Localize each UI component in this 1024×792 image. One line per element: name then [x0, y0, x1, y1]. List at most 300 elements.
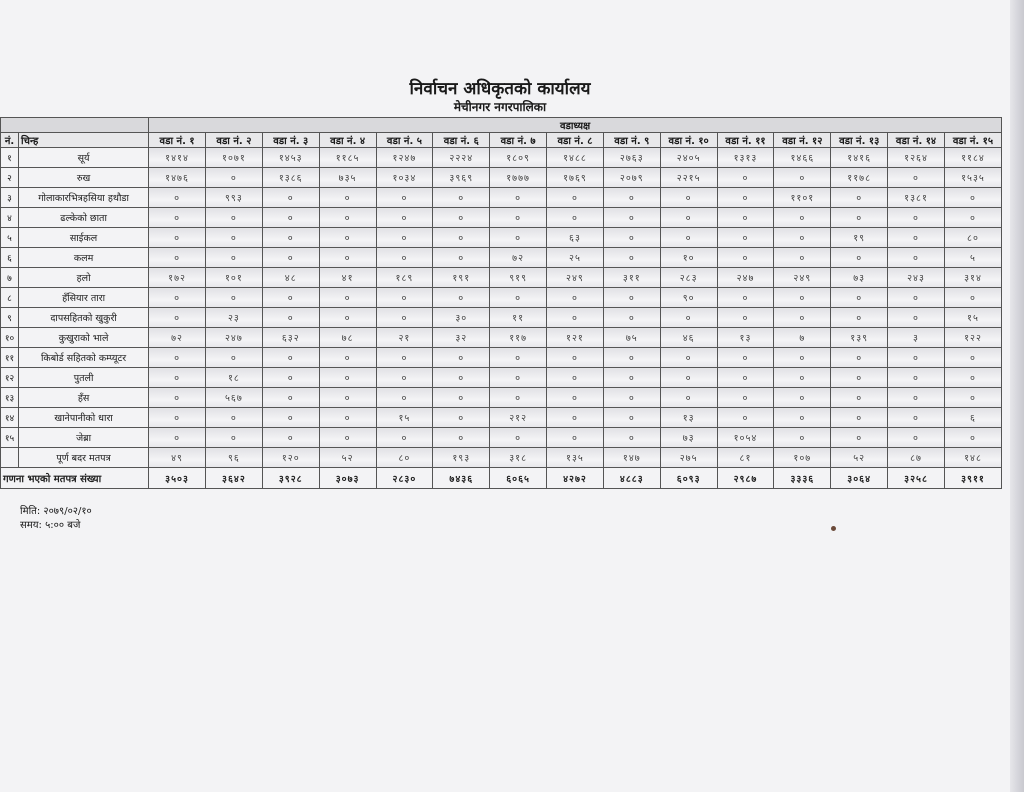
ward-header: वडा नं. १०	[660, 133, 717, 148]
symbol-header: चिन्ह	[19, 133, 149, 148]
vote-cell: ०	[376, 248, 433, 268]
vote-cell: ६३	[547, 228, 604, 248]
symbol-name: पुतली	[19, 368, 149, 388]
ward-header: वडा नं. २	[205, 133, 262, 148]
vote-cell: ०	[490, 208, 547, 228]
vote-cell: ४८	[262, 268, 319, 288]
vote-cell: ०	[660, 188, 717, 208]
vote-cell: ०	[433, 348, 490, 368]
symbol-name: खानेपानीको धारा	[19, 408, 149, 428]
vote-cell: ०	[944, 388, 1001, 408]
vote-cell: १३८६	[262, 168, 319, 188]
table-row	[1, 308, 1002, 328]
row-number: १	[1, 148, 19, 168]
total-cell: ३६४२	[205, 468, 262, 489]
vote-cell: ७२	[149, 328, 206, 348]
symbol-name: पूर्ण बदर मतपत्र	[19, 448, 149, 468]
vote-cell: ०	[888, 368, 945, 388]
ward-header: वडा नं. १२	[774, 133, 831, 148]
table-row	[1, 248, 1002, 268]
total-cell: ३५०३	[149, 468, 206, 489]
vote-cell: ०	[149, 408, 206, 428]
vote-cell: ०	[376, 188, 433, 208]
vote-cell: ०	[717, 228, 774, 248]
vote-cell: ०	[888, 428, 945, 448]
ward-header: वडा नं. ११	[717, 133, 774, 148]
vote-cell: ११८४	[944, 148, 1001, 168]
vote-cell: ०	[547, 308, 604, 328]
row-number: ६	[1, 248, 19, 268]
vote-cell: ०	[205, 428, 262, 448]
vote-cell: १२१	[547, 328, 604, 348]
vote-cell: ०	[490, 388, 547, 408]
vote-cell: ०	[376, 348, 433, 368]
table-row	[1, 428, 1002, 448]
vote-cell: २८३	[660, 268, 717, 288]
vote-cell: १५३५	[944, 168, 1001, 188]
vote-cell: ०	[888, 248, 945, 268]
vote-cell: ०	[433, 208, 490, 228]
vote-cell: १३१३	[717, 148, 774, 168]
footer-date: मिति: २०७९/०२/१०	[20, 506, 92, 517]
vote-cell: ०	[888, 408, 945, 428]
vote-cell: ०	[262, 288, 319, 308]
symbol-name: हलो	[19, 268, 149, 288]
symbol-name: गोलाकारभित्रहसिया हथौडा	[19, 188, 149, 208]
vote-cell: २१२	[490, 408, 547, 428]
vote-cell: १०१	[205, 268, 262, 288]
municipality-subtitle: मेचीनगर नगरपालिका	[453, 100, 547, 114]
symbol-name: हँसियार तारा	[19, 288, 149, 308]
vote-cell: ९१९	[490, 268, 547, 288]
vote-cell: ०	[717, 388, 774, 408]
table-row	[1, 328, 1002, 348]
vote-cell: ११७	[490, 328, 547, 348]
row-number: १०	[1, 328, 19, 348]
vote-cell: ०	[149, 308, 206, 328]
vote-cell: २४७	[205, 328, 262, 348]
vote-cell: ०	[490, 188, 547, 208]
vote-cell: ८०	[944, 228, 1001, 248]
vote-cell: ०	[774, 428, 831, 448]
vote-cell: ०	[319, 348, 376, 368]
total-cell: २८३०	[376, 468, 433, 489]
vote-cell: ०	[831, 408, 888, 428]
vote-cell: ०	[149, 228, 206, 248]
vote-cell: ०	[944, 368, 1001, 388]
ward-header: वडा नं. ५	[376, 133, 433, 148]
vote-cell: ९०	[660, 288, 717, 308]
total-cell: ३२५८	[888, 468, 945, 489]
vote-cell: ०	[717, 308, 774, 328]
vote-cell: ५२	[319, 448, 376, 468]
vote-cell: १८	[205, 368, 262, 388]
row-number: १२	[1, 368, 19, 388]
vote-cell: ०	[831, 288, 888, 308]
vote-cell: २४०५	[660, 148, 717, 168]
vote-cell: ०	[376, 208, 433, 228]
symbol-name: कुखुराको भाले	[19, 328, 149, 348]
vote-cell: ०	[433, 228, 490, 248]
vote-cell: ०	[717, 408, 774, 428]
vote-cell: ०	[831, 248, 888, 268]
ward-header: वडा नं. ४	[319, 133, 376, 148]
ward-header: वडा नं. १५	[944, 133, 1001, 148]
footer-time: समय: ५:०० बजे	[20, 520, 81, 531]
vote-cell: ०	[603, 428, 660, 448]
position-header: वडाध्यक्ष	[149, 118, 1002, 133]
vote-cell: १४७	[603, 448, 660, 468]
table-row	[1, 148, 1002, 168]
table-row	[1, 448, 1002, 468]
total-cell: ३३३६	[774, 468, 831, 489]
vote-cell: १५	[944, 308, 1001, 328]
header-spacer	[1, 118, 149, 133]
vote-cell: ०	[376, 308, 433, 328]
vote-cell: ०	[547, 368, 604, 388]
vote-cell: ०	[205, 248, 262, 268]
row-number: २	[1, 168, 19, 188]
vote-cell: ०	[490, 288, 547, 308]
vote-cell: ६	[944, 408, 1001, 428]
vote-cell: २५	[547, 248, 604, 268]
row-number: ९	[1, 308, 19, 328]
vote-cell: ०	[262, 188, 319, 208]
vote-cell: ०	[603, 228, 660, 248]
vote-cell: ०	[717, 248, 774, 268]
vote-cell: ४६	[660, 328, 717, 348]
vote-cell: १२६४	[888, 148, 945, 168]
vote-cell: ०	[774, 348, 831, 368]
vote-cell: ५	[944, 248, 1001, 268]
vote-cell: ०	[774, 308, 831, 328]
vote-cell: ७३५	[319, 168, 376, 188]
vote-cell: १४१६	[831, 148, 888, 168]
vote-cell: ०	[547, 348, 604, 368]
vote-cell: ०	[433, 408, 490, 428]
table-row	[1, 168, 1002, 188]
symbol-name: हँस	[19, 388, 149, 408]
vote-cell: ११८५	[319, 148, 376, 168]
vote-cell: १३८१	[888, 188, 945, 208]
vote-cell: ०	[660, 368, 717, 388]
vote-cell: ४१	[319, 268, 376, 288]
vote-cell: ३२	[433, 328, 490, 348]
symbol-name: साईकल	[19, 228, 149, 248]
vote-cell: ०	[603, 408, 660, 428]
vote-cell: ०	[944, 208, 1001, 228]
row-number: १४	[1, 408, 19, 428]
vote-cell: ०	[319, 308, 376, 328]
total-cell: ७४३६	[433, 468, 490, 489]
office-title: निर्वाचन अधिकृतको कार्यालय	[409, 79, 591, 99]
vote-cell: ०	[547, 288, 604, 308]
symbol-name: जेब्रा	[19, 428, 149, 448]
ward-header: वडा नं. ७	[490, 133, 547, 148]
vote-cell: ७८	[319, 328, 376, 348]
symbol-name: सूर्य	[19, 148, 149, 168]
ward-header: वडा नं. ८	[547, 133, 604, 148]
sn-header: नं.	[1, 133, 19, 148]
vote-cell: २२१५	[660, 168, 717, 188]
vote-cell: ०	[262, 428, 319, 448]
vote-cell: ०	[433, 248, 490, 268]
table-row	[1, 348, 1002, 368]
vote-cell: ०	[262, 248, 319, 268]
vote-cell: ०	[376, 388, 433, 408]
vote-cell: २४७	[717, 268, 774, 288]
vote-cell: ९६	[205, 448, 262, 468]
vote-cell: ०	[660, 308, 717, 328]
vote-cell: ०	[888, 288, 945, 308]
vote-cell: ३०	[433, 308, 490, 328]
vote-cell: ५६७	[205, 388, 262, 408]
vote-cell: १०७१	[205, 148, 262, 168]
vote-cell: ०	[774, 168, 831, 188]
symbol-name: दापसहितको खुकुरी	[19, 308, 149, 328]
vote-cell: १३५	[547, 448, 604, 468]
vote-cell: ०	[262, 228, 319, 248]
vote-cell: ०	[603, 188, 660, 208]
vote-cell: १५	[376, 408, 433, 428]
table-row	[1, 188, 1002, 208]
vote-cell: ०	[831, 348, 888, 368]
vote-cell: १२४७	[376, 148, 433, 168]
vote-cell: ०	[433, 288, 490, 308]
total-label: गणना भएको मतपत्र संख्या	[1, 468, 149, 489]
vote-cell: ०	[944, 288, 1001, 308]
vote-cell: ०	[774, 288, 831, 308]
vote-cell: ५२	[831, 448, 888, 468]
vote-cell: ०	[831, 208, 888, 228]
vote-cell: ०	[319, 388, 376, 408]
vote-cell: २०७९	[603, 168, 660, 188]
vote-cell: ८१	[717, 448, 774, 468]
vote-cell: १०७	[774, 448, 831, 468]
scan-speck	[831, 526, 836, 531]
vote-cell: ०	[603, 248, 660, 268]
vote-cell: ०	[205, 168, 262, 188]
ward-header: वडा नं. ३	[262, 133, 319, 148]
vote-cell: ०	[149, 208, 206, 228]
vote-cell: २४९	[774, 268, 831, 288]
vote-cell: ०	[717, 288, 774, 308]
vote-cell: ०	[319, 428, 376, 448]
vote-cell: ०	[944, 428, 1001, 448]
vote-cell: १९	[831, 228, 888, 248]
vote-cell: ०	[717, 368, 774, 388]
vote-cell: ०	[944, 348, 1001, 368]
row-number: ८	[1, 288, 19, 308]
vote-cell: ०	[433, 368, 490, 388]
vote-cell: ०	[262, 388, 319, 408]
vote-cell: ७५	[603, 328, 660, 348]
vote-cell: ०	[717, 348, 774, 368]
vote-cell: ०	[319, 408, 376, 428]
vote-cell: ०	[205, 288, 262, 308]
vote-cell: ३११	[603, 268, 660, 288]
table-row	[1, 388, 1002, 408]
vote-cell: १०५४	[717, 428, 774, 448]
vote-cell: ०	[319, 368, 376, 388]
vote-cell: ४९	[149, 448, 206, 468]
total-cell: ४२७२	[547, 468, 604, 489]
vote-cell: ०	[603, 348, 660, 368]
vote-cell: ३	[888, 328, 945, 348]
ward-header: वडा नं. ९	[603, 133, 660, 148]
vote-cell: ०	[490, 348, 547, 368]
vote-cell: ०	[774, 208, 831, 228]
vote-cell: ०	[660, 228, 717, 248]
vote-cell: ०	[433, 388, 490, 408]
table-row	[1, 228, 1002, 248]
vote-cell: ०	[831, 188, 888, 208]
vote-cell: ०	[149, 368, 206, 388]
vote-cell: २१	[376, 328, 433, 348]
vote-cell: ०	[262, 408, 319, 428]
vote-cell: १४६६	[774, 148, 831, 168]
total-row	[1, 468, 1002, 489]
vote-cell: ०	[319, 208, 376, 228]
vote-cell: ०	[831, 428, 888, 448]
vote-cell: ०	[547, 208, 604, 228]
vote-cell: १२०	[262, 448, 319, 468]
vote-cell: १७६९	[547, 168, 604, 188]
vote-cell: ०	[319, 248, 376, 268]
total-cell: ३९२८	[262, 468, 319, 489]
scan-edge	[1010, 0, 1024, 792]
row-number	[1, 448, 19, 468]
vote-cell: १४७६	[149, 168, 206, 188]
vote-cell: १३	[717, 328, 774, 348]
total-cell: २९८७	[717, 468, 774, 489]
vote-cell: १४८८	[547, 148, 604, 168]
results-table	[0, 117, 1002, 489]
vote-cell: ३१४	[944, 268, 1001, 288]
vote-cell: ६३२	[262, 328, 319, 348]
vote-cell: १८०९	[490, 148, 547, 168]
vote-cell: ०	[831, 388, 888, 408]
ward-header: वडा नं. १४	[888, 133, 945, 148]
row-number: ७	[1, 268, 19, 288]
vote-cell: १४१४	[149, 148, 206, 168]
vote-cell: १४५३	[262, 148, 319, 168]
vote-cell: ०	[376, 288, 433, 308]
vote-cell: ०	[376, 228, 433, 248]
vote-cell: ०	[888, 308, 945, 328]
vote-cell: ०	[490, 368, 547, 388]
vote-cell: ०	[319, 288, 376, 308]
vote-cell: ०	[603, 308, 660, 328]
vote-cell: २४३	[888, 268, 945, 288]
vote-cell: ०	[149, 348, 206, 368]
vote-cell: ०	[774, 228, 831, 248]
row-number: ११	[1, 348, 19, 368]
total-cell: ३९११	[944, 468, 1001, 489]
vote-cell: ०	[547, 428, 604, 448]
vote-cell: ०	[660, 348, 717, 368]
vote-cell: ०	[831, 308, 888, 328]
vote-cell: ०	[547, 408, 604, 428]
vote-cell: ०	[717, 188, 774, 208]
vote-cell: ०	[490, 228, 547, 248]
vote-cell: ८०	[376, 448, 433, 468]
vote-cell: ०	[603, 368, 660, 388]
vote-cell: ३९६९	[433, 168, 490, 188]
total-cell: ६०९३	[660, 468, 717, 489]
vote-cell: ०	[944, 188, 1001, 208]
vote-cell: २४९	[547, 268, 604, 288]
vote-cell: ०	[490, 428, 547, 448]
table-row	[1, 208, 1002, 228]
row-number: १५	[1, 428, 19, 448]
total-cell: ४८८३	[603, 468, 660, 489]
vote-cell: ०	[205, 208, 262, 228]
vote-cell: ७३	[831, 268, 888, 288]
vote-cell: ०	[660, 208, 717, 228]
table-row	[1, 408, 1002, 428]
vote-cell: ०	[376, 428, 433, 448]
vote-cell: २७५	[660, 448, 717, 468]
vote-cell: १७२	[149, 268, 206, 288]
vote-cell: १९१	[433, 268, 490, 288]
vote-cell: ०	[831, 368, 888, 388]
table-row	[1, 268, 1002, 288]
table-row	[1, 288, 1002, 308]
vote-cell: ९९३	[205, 188, 262, 208]
vote-cell: ०	[603, 288, 660, 308]
row-number: ४	[1, 208, 19, 228]
vote-cell: ०	[149, 388, 206, 408]
vote-cell: ०	[660, 388, 717, 408]
row-number: ३	[1, 188, 19, 208]
vote-cell: ०	[433, 428, 490, 448]
symbol-name: रुख	[19, 168, 149, 188]
vote-cell: १४८	[944, 448, 1001, 468]
total-cell: ६०६५	[490, 468, 547, 489]
vote-cell: ०	[774, 368, 831, 388]
total-cell: ३०७३	[319, 468, 376, 489]
vote-cell: ०	[603, 388, 660, 408]
vote-cell: ०	[149, 188, 206, 208]
vote-cell: ०	[262, 308, 319, 328]
ward-header: वडा नं. १	[149, 133, 206, 148]
vote-cell: ०	[149, 428, 206, 448]
vote-cell: ८७	[888, 448, 945, 468]
vote-cell: ०	[774, 248, 831, 268]
vote-cell: ७३	[660, 428, 717, 448]
total-cell: ३०६४	[831, 468, 888, 489]
vote-cell: ०	[205, 348, 262, 368]
row-number: १३	[1, 388, 19, 408]
row-number: ५	[1, 228, 19, 248]
table-row	[1, 368, 1002, 388]
vote-cell: ०	[888, 348, 945, 368]
vote-cell: ०	[149, 288, 206, 308]
vote-cell: ७२	[490, 248, 547, 268]
vote-cell: १२२	[944, 328, 1001, 348]
vote-cell: १०	[660, 248, 717, 268]
vote-cell: ०	[262, 368, 319, 388]
vote-cell: ७	[774, 328, 831, 348]
vote-cell: ०	[888, 228, 945, 248]
vote-cell: ११७८	[831, 168, 888, 188]
symbol-name: ढल्केको छाता	[19, 208, 149, 228]
vote-cell: ०	[774, 388, 831, 408]
vote-cell: ०	[717, 168, 774, 188]
vote-cell: २७६३	[603, 148, 660, 168]
vote-cell: ११	[490, 308, 547, 328]
